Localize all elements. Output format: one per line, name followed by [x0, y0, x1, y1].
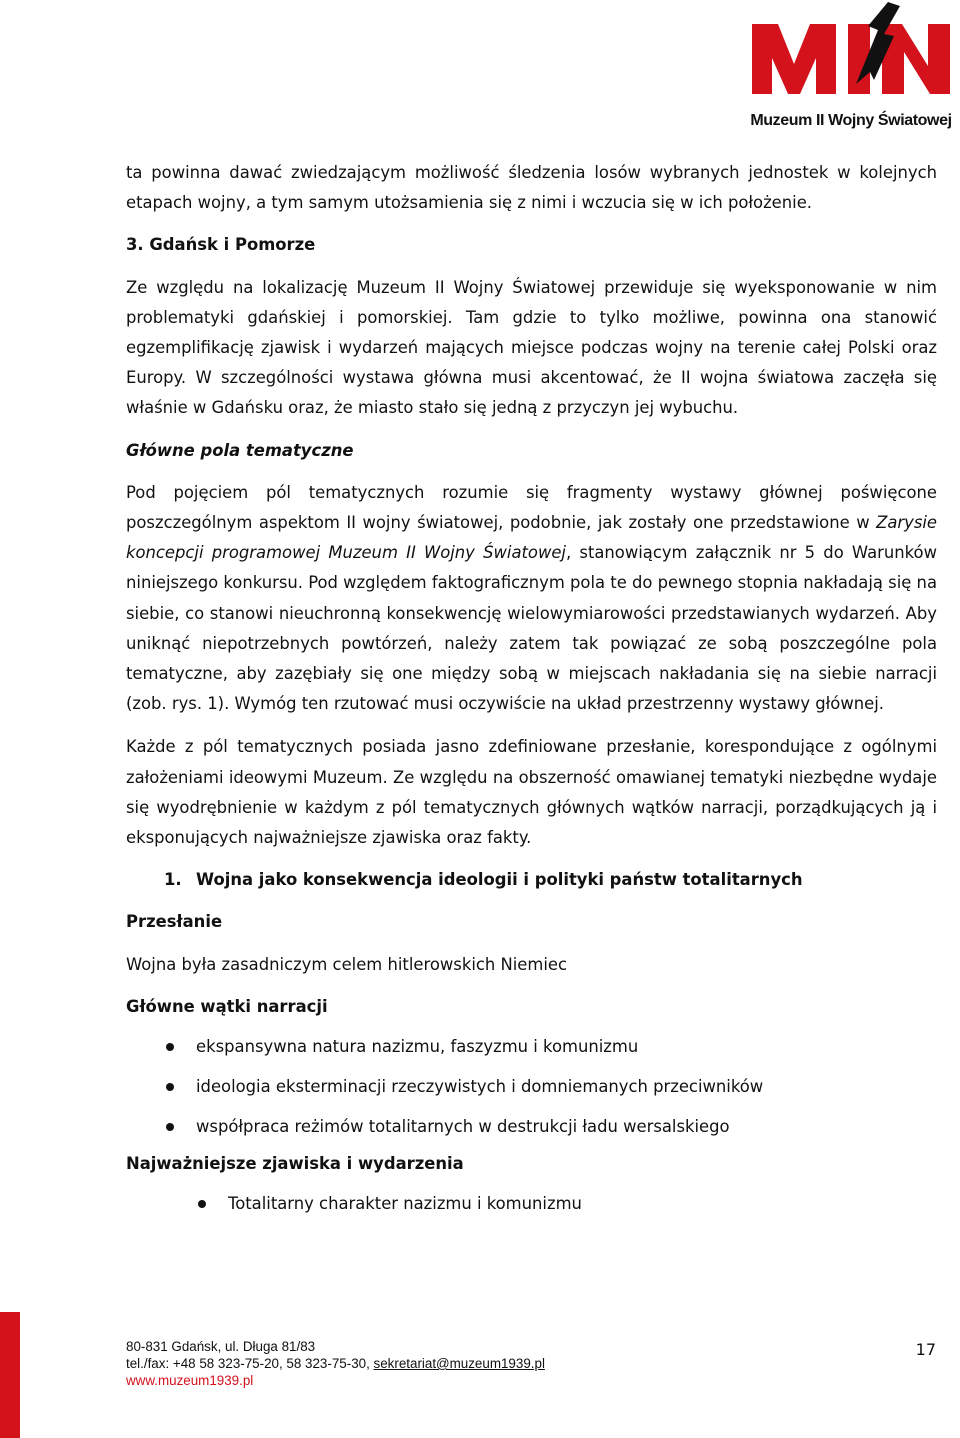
heading-glowne-pola: Główne pola tematyczne: [126, 440, 354, 460]
museum-logo: [748, 2, 954, 134]
list-item: ideologia eksterminacji rzeczywistych i domniemanych przeciwników: [126, 1072, 937, 1102]
document-body: [126, 158, 937, 1219]
zjawiska-list: [126, 1189, 937, 1219]
heading-najwazniejsze: Najważniejsze zjawiska i wydarzenia: [126, 1153, 464, 1173]
footer-red-bar: [0, 1312, 20, 1438]
paragraph-pola-italic-title: Zarysie koncepcji programowej Muzeum II Wojny Światowej: [126, 513, 937, 563]
paragraph-przeslanie-pol: Każde z pól tematycznych posiada jasno zdefiniowane przesłanie, korespondujące z ogólnymi założeniami ideowymi Muzeum. Ze względu na obszerność omawianej tematyki niezbędne wydaje się wyodrębnienie w każdym z pól tematycznych głównych wątków narracji, porządkujących ją i eksponujących najważniejsze zjawiska oraz fakty.: [126, 737, 937, 848]
footer-contact: [126, 1355, 545, 1372]
footer-phone: tel./fax: +48 58 323-75-20, 58 323-75-30,: [126, 1356, 374, 1371]
heading-wojna-konsekwencja: [126, 865, 937, 895]
logo-mark: [748, 2, 954, 112]
heading-przeslanie: Przesłanie: [126, 912, 223, 932]
paragraph-pola-tematyczne: [126, 478, 937, 720]
heading-text: Wojna jako konsekwencja ideologii i polityki państw totalitarnych: [196, 870, 803, 890]
heading-glowne-watki: Główne wątki narracji: [126, 996, 328, 1016]
page-number: 17: [915, 1340, 936, 1359]
footer-address: 80-831 Gdańsk, ul. Długa 81/83: [126, 1339, 316, 1354]
footer-website-link[interactable]: www.muzeum1939.pl: [126, 1373, 254, 1388]
footer: [126, 1338, 545, 1389]
paragraph-continuation: ta powinna dawać zwiedzającym możliwość śledzenia losów wybranych jednostek w kolejnych etapach wojny, a tym samym utożsamienia się z nimi i wczucia się w ich położenie.: [126, 163, 937, 213]
heading-gdansk-pomorze: 3. Gdańsk i Pomorze: [126, 235, 316, 255]
list-item: ekspansywna natura nazizmu, faszyzmu i komunizmu: [126, 1032, 937, 1062]
heading-number: 1.: [164, 870, 182, 890]
logo-letter-n: [882, 24, 950, 94]
paragraph-pola-part-a: Pod pojęciem pól tematycznych rozumie się fragmenty wystawy głównej poświęcone poszczególnym aspektom II wojny światowej, podobnie, jak zostały one przedstawione w: [126, 482, 937, 533]
logo-caption: Muzeum II Wojny Światowej: [750, 112, 952, 129]
paragraph-pola-part-b: , stanowiącym załącznik nr 5 do Warunków niniejszego konkursu. Pod względem faktograficznym pola te do pewnego stopnia nakładają się na siebie, co stanowi nieuchronną konsekwencję wielowymiarowości przedstawianych wydarzeń. Aby uniknąć niepotrzebnych powtórzeń, należy zatem tak powiązać ze sobą poszczególne pola tematyczne, aby zazębiały się one między sobą w miejscach nakładania się na siebie narracji (zob. rys. 1). Wymóg ten rzutować musi oczywiście na układ przestrzenny wystawy głównej.: [126, 543, 937, 714]
watki-list: [126, 1032, 937, 1143]
paragraph-gdansk: Ze względu na lokalizację Muzeum II Wojny Światowej przewiduje się wyeksponowanie w nim problematyki gdańskiej i pomorskiej. Tam gdzie to tylko możliwe, powinna ona stanowić egzemplifikację zjawisk i wydarzeń mających miejsce podczas wojny na terenie całej Polski oraz Europy. W szczególności wystawa główna musi akcentować, że II wojna światowa zaczęła się właśnie w Gdańsku oraz, że miasto stało się jedną z przyczyn jej wybuchu.: [126, 277, 937, 418]
footer-email-link[interactable]: sekretariat@muzeum1939.pl: [373, 1356, 545, 1371]
list-item: współpraca reżimów totalitarnych w destrukcji ładu wersalskiego: [126, 1112, 937, 1142]
przeslanie-text: Wojna była zasadniczym celem hitlerowskich Niemiec: [126, 954, 567, 974]
logo-letter-m: [752, 24, 836, 94]
list-item: Totalitarny charakter nazizmu i komunizmu: [126, 1189, 937, 1219]
